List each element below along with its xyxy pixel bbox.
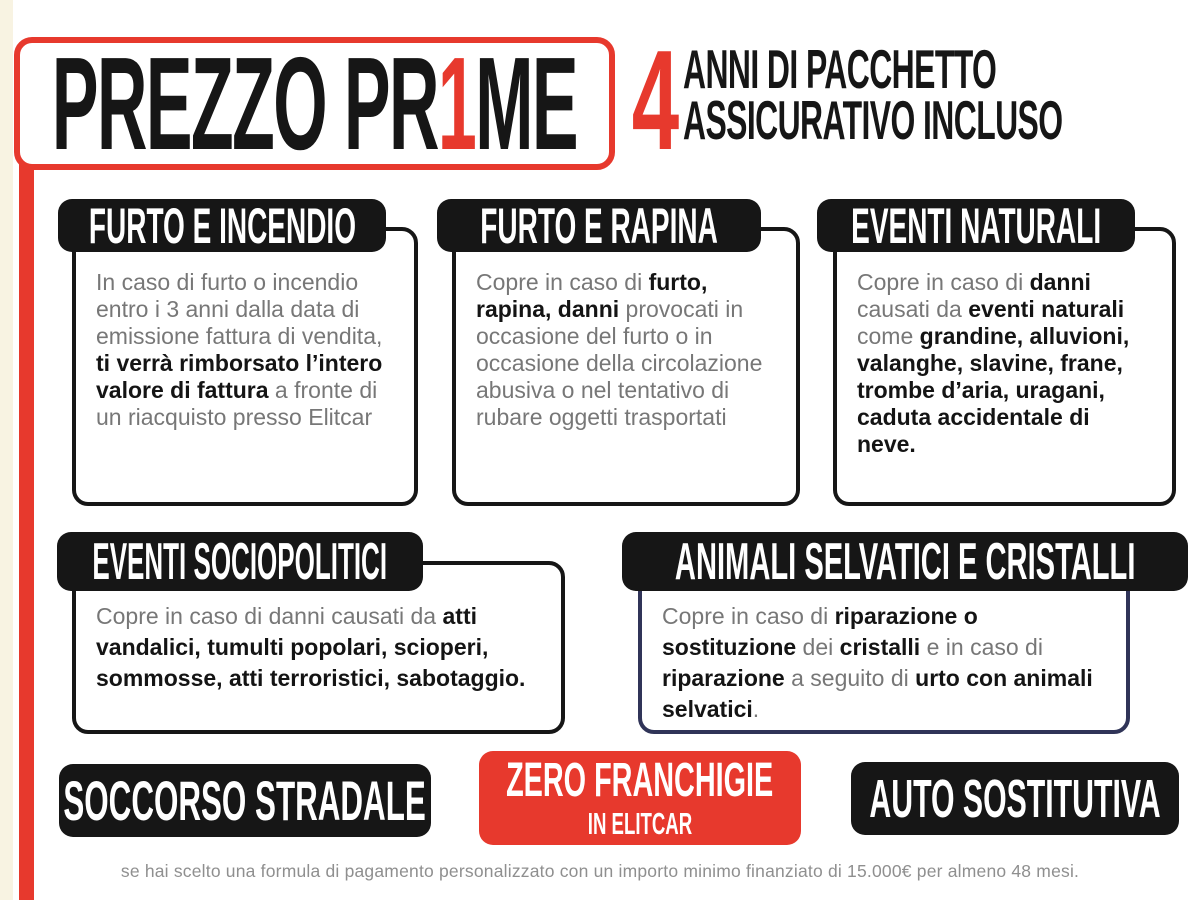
badge-animali-selvatici-e-cristalli: ANIMALI SELVATICI E CRISTALLI [622,532,1188,591]
subtitle-line-1: ANNI DI PACCHETTO [683,38,997,100]
title-accent-digit: 1 [437,29,476,177]
card-eventi-naturali [833,227,1176,506]
header-subtitle [683,38,1200,151]
left-edge-strip [0,0,13,900]
card-body: In caso di furto o incendio entro i 3 anni dalla data di emissione fattura di vendita, ti verrà rimborsato l’intero valore di fattura a fronte di un riacquisto presso Elitcar [96,269,383,430]
badge-eventi-sociopolitici: EVENTI SOCIOPOLITICI [57,532,423,591]
footer-note: se hai scelto una formula di pagamento personalizzato con un importo minimo finanziato di 15.000€ per almeno 48 mesi. [120,861,1080,881]
badge-furto-e-incendio: FURTO E INCENDIO [58,199,386,252]
title-pre: PREZZO PR [51,29,438,177]
subtitle-line-2: ASSICURATIVO INCLUSO [683,89,1063,151]
card-body: Copre in caso di riparazione o sostituzione dei cristalli e in caso di riparazione a seguito di urto con animali selvatici. [662,603,1093,722]
red-vertical-line [19,164,34,900]
badge-auto-sostitutiva: AUTO SOSTITUTIVA [851,762,1179,835]
card-body: Copre in caso di danni causati da atti vandalici, tumulti popolari, scioperi, sommosse, atti terroristici, sabotaggio. [96,603,526,691]
page-title [51,29,578,177]
title-box [14,29,615,177]
badge-furto-e-rapina: FURTO E RAPINA [437,199,761,252]
badge-eventi-naturali: EVENTI NATURALI [817,199,1135,252]
title-post: ME [475,29,578,177]
badge-soccorso-stradale: SOCCORSO STRADALE [59,764,431,837]
badge-zero-franchigie: ZERO FRANCHIGIE IN ELITCAR [479,751,801,845]
card-furto-e-incendio [72,227,418,506]
card-body: Copre in caso di danni causati da eventi naturali come grandine, alluvioni, valanghe, slavine, frane, trombe d’aria, uragani, caduta accidentale di neve. [857,269,1130,457]
card-furto-e-rapina [452,227,800,506]
big-number-4: 4 [631,21,679,180]
card-body: Copre in caso di furto, rapina, danni provocati in occasione del furto o in occasione della circolazione abusiva o nel tentativo di rubare oggetti trasportati [476,269,763,430]
